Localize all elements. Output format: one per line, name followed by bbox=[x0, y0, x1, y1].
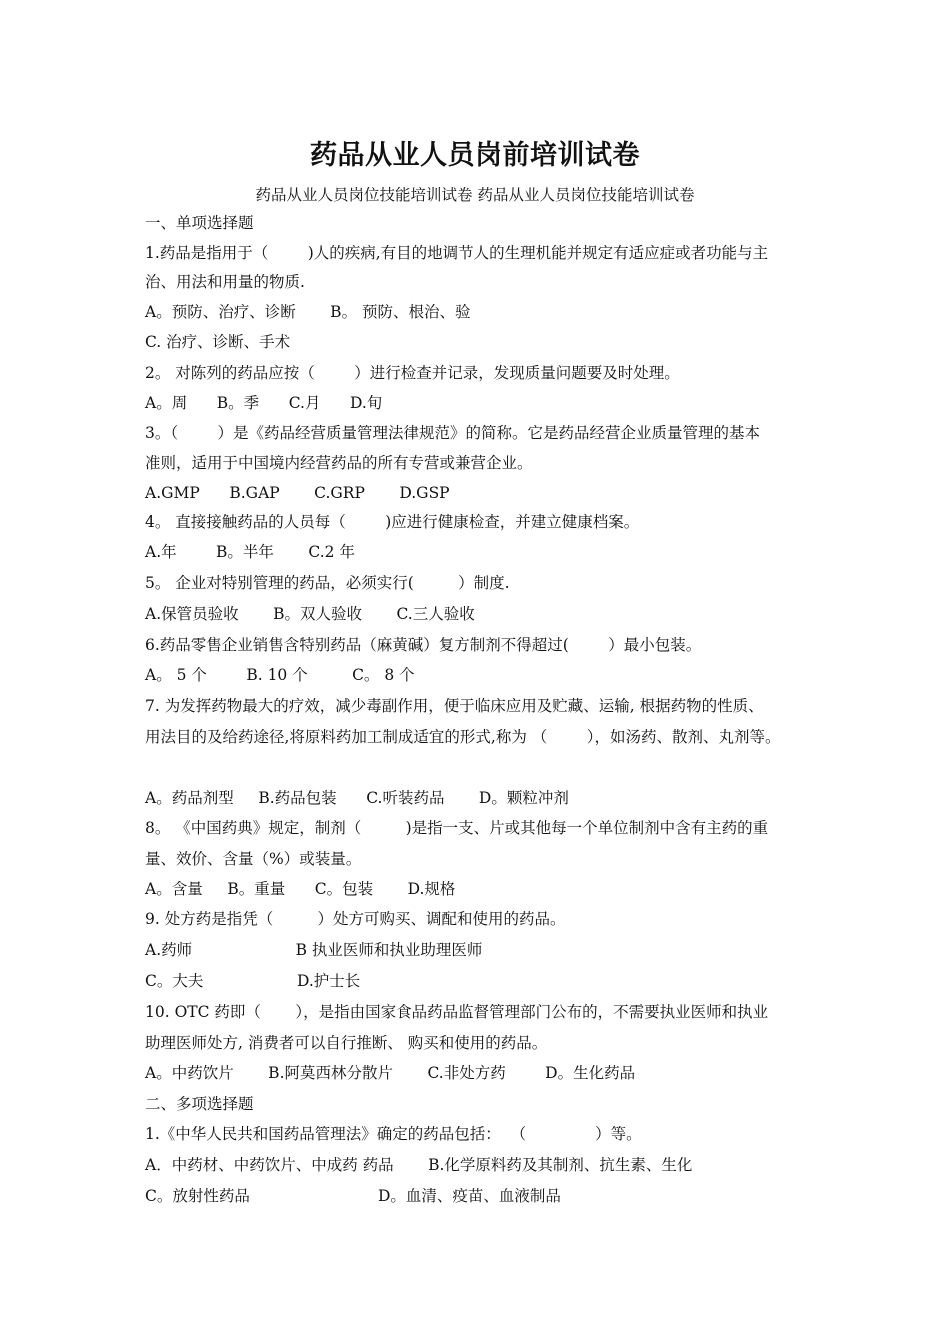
question-10-options: A。中药饮片 B.阿莫西林分散片 C.非处方药 D。生化药品 bbox=[145, 1064, 636, 1082]
multi-question-1-options-2: C。放射性药品 D。血清、疫苗、血液制品 bbox=[145, 1187, 561, 1205]
question-10-line-1: 10. OTC 药即（ ），是指由国家食品药品监督管理部门公布的，不需要执业医师和执业 bbox=[145, 1003, 769, 1021]
question-2: 2。 对陈列的药品应按（ ）进行检查并记录，发现质量问题要及时处理。 bbox=[145, 364, 680, 382]
question-6-options: A。 5 个 B. 10 个 C。 8 个 bbox=[145, 666, 415, 684]
document-subtitle: 药品从业人员岗位技能培训试卷 药品从业人员岗位技能培训试卷 bbox=[255, 186, 695, 204]
question-8-line-1: 8。 《中国药典》规定，制剂（ )是指一支、片或其他每一个单位制剂中含有主药的重 bbox=[145, 819, 769, 837]
question-9-options-2: C。大夫 D.护士长 bbox=[145, 972, 361, 990]
question-5-options: A.保管员验收 B。双人验收 C.三人验收 bbox=[145, 605, 475, 623]
question-9-options-1: A.药师 B 执业医师和执业助理医师 bbox=[145, 941, 483, 959]
question-2-options: A。周 B。季 C.月 D.旬 bbox=[145, 394, 383, 412]
question-7-line-1: 7. 为发挥药物最大的疗效，减少毒副作用，便于临床应用及贮藏、运输, 根据药物的性质、 bbox=[145, 697, 764, 715]
question-4: 4。 直接接触药品的人员每（ )应进行健康检查，并建立健康档案。 bbox=[145, 513, 640, 531]
question-10-line-2: 助理医师处方, 消费者可以自行推断、 购买和使用的药品。 bbox=[145, 1034, 548, 1052]
question-1-line-1: 1.药品是指用于（ )人的疾病,有目的地调节人的生理机能并规定有适应症或者功能与主 bbox=[145, 244, 769, 262]
question-1-options-2: C. 治疗、诊断、手术 bbox=[145, 333, 291, 351]
question-1-line-2: 治、用法和用量的物质. bbox=[145, 273, 305, 291]
question-7-options: A。药品剂型 B.药品包装 C.听装药品 D。颗粒冲剂 bbox=[145, 789, 569, 807]
question-9: 9. 处方药是指凭（ ）处方可购买、调配和使用的药品。 bbox=[145, 910, 566, 928]
question-5: 5。 企业对特别管理的药品，必须实行( ）制度. bbox=[145, 574, 510, 592]
question-3-line-1: 3。（ ）是《药品经营质量管理法律规范》的简称。它是药品经营企业质量管理的基本 bbox=[145, 424, 761, 442]
document-title: 药品从业人员岗前培训试卷 bbox=[310, 140, 640, 171]
multi-question-1-options-1: A．中药材、中药饮片、中成药 药品 B.化学原料药及其制剂、抗生素、生化 bbox=[145, 1156, 693, 1174]
question-8-options: A。含量 B。重量 C。包装 D.规格 bbox=[145, 880, 456, 898]
question-4-options: A.年 B。半年 C.2 年 bbox=[145, 543, 355, 561]
question-3-options: A.GMP B.GAP C.GRP D.GSP bbox=[145, 484, 450, 502]
question-8-line-2: 量、效价、含量（%）或装量。 bbox=[145, 850, 362, 868]
question-1-options-1: A。预防、治疗、诊断 B。 预防、根治、验 bbox=[145, 303, 471, 321]
section-heading-multiple-choice: 二、多项选择题 bbox=[145, 1095, 254, 1113]
question-3-line-2: 准则，适用于中国境内经营药品的所有专营或兼营企业。 bbox=[145, 454, 533, 472]
multi-question-1: 1.《中华人民共和国药品管理法》确定的药品包括： （ ）等。 bbox=[145, 1125, 642, 1143]
section-heading-single-choice: 一、单项选择题 bbox=[145, 214, 254, 232]
question-6: 6.药品零售企业销售含特别药品（麻黄碱）复方制剂不得超过( ）最小包装。 bbox=[145, 636, 702, 654]
question-7-line-2: 用法目的及给药途径,将原料药加工制成适宜的形式,称为 （ ），如汤药、散剂、丸剂等。 bbox=[145, 728, 781, 746]
